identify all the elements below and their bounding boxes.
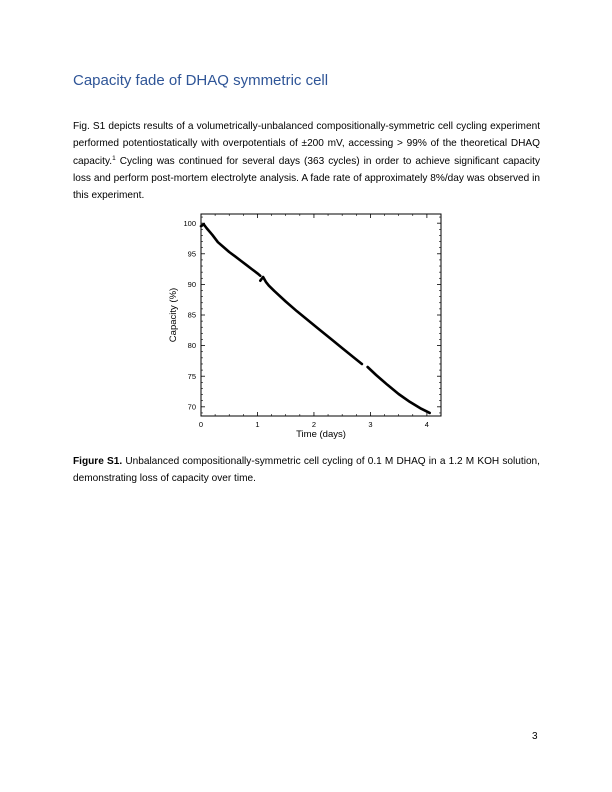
y-tick-label: 85: [187, 310, 196, 320]
body-paragraph: [73, 118, 540, 204]
caption-text: Unbalanced compositionally-symmetric cell cycling of 0.1 M DHAQ in a 1.2 M KOH solution, demonstrating loss of capacity over time.: [73, 456, 540, 485]
y-tick-label: 90: [187, 279, 196, 289]
caption-label: Figure S1.: [73, 456, 123, 467]
capacity-chart: [163, 208, 453, 448]
x-tick-label: 0: [198, 420, 204, 429]
y-tick-label: 75: [187, 371, 196, 381]
page-number: 3: [532, 731, 538, 742]
figure-caption: [73, 453, 540, 488]
plot-frame: [201, 214, 441, 416]
capacity-line-segment-2: [260, 277, 362, 364]
x-tick-label: 1: [255, 420, 260, 429]
section-title: Capacity fade of DHAQ symmetric cell: [73, 72, 329, 89]
capacity-line-segment-1: [201, 224, 260, 275]
paragraph-text-1: Fig. S1 depicts results of a volumetrically-unbalanced compositionally-symmetric cell cycling experiment performed potentiostatically with overpotentials of ±200 mV, accessing > 99% of the theoretical DHAQ capacity.: [73, 121, 540, 167]
reference-superscript[interactable]: 1: [112, 154, 116, 162]
capacity-line-segment-3: [368, 367, 430, 413]
x-tick-label: 2: [311, 420, 317, 429]
y-tick-label: 100: [183, 218, 196, 228]
figure-s1: [163, 208, 453, 448]
paragraph-text-2: Cycling was continued for several days (363 cycles) in order to achieve significant capacity loss and perform post-mortem electrolyte analysis. A fade rate of approximately 8%/day was observed in this experiment.: [73, 155, 540, 202]
x-tick-label: 4: [424, 420, 429, 429]
y-tick-label: 95: [187, 249, 196, 259]
y-tick-label: 70: [187, 402, 196, 412]
x-tick-label: 3: [368, 420, 373, 429]
x-axis-label: Time (days): [296, 429, 346, 440]
y-tick-label: 80: [187, 341, 196, 351]
y-axis-label: Capacity (%): [168, 287, 179, 343]
